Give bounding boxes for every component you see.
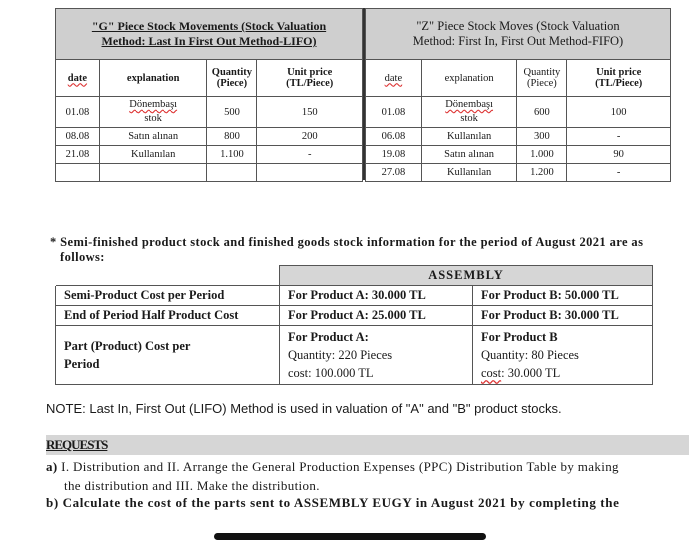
g-header-explanation: explanation <box>99 60 207 97</box>
table-row: Semi-Product Cost per Period For Product A: 30.000 TL For Product B: 50.000 TL <box>56 286 653 306</box>
table-row: 01.08 Dönembaşı stok 500 150 <box>56 97 363 128</box>
table-row: 19.08 Satın alınan 1.000 90 <box>366 146 671 164</box>
g-stock-table <box>55 8 363 182</box>
lifo-note: NOTE: Last In, First Out (LIFO) Method is used in valuation of "A" and "B" product stocks. <box>46 401 562 416</box>
request-b: b) Calculate the cost of the parts sent to ASSEMBLY EUGY in August 2021 by completing the <box>46 495 620 510</box>
g-table-title: "G" Piece Stock Movements (Stock Valuation Method: Last In First Out Method-LIFO) <box>56 9 363 60</box>
home-indicator[interactable] <box>214 533 486 540</box>
table-row: 27.08 Kullanılan 1.200 - <box>366 164 671 182</box>
g-header-date: date <box>56 60 100 97</box>
table-row: 01.08 Dönembaşı stok 600 100 <box>366 97 671 128</box>
z-table-title: "Z" Piece Stock Moves (Stock Valuation Method: First In, First Out Method-FIFO) <box>366 9 671 60</box>
z-stock-table <box>365 8 671 182</box>
table-row: Part (Product) Cost per Period For Product A: Quantity: 220 Pieces cost: 100.000 TL For Product B Quantity: 80 Pieces cost: 30.000 TL <box>56 326 653 385</box>
table-row <box>56 164 363 182</box>
requests-heading: REQUESTS <box>46 437 108 452</box>
table-row: 06.08 Kullanılan 300 - <box>366 128 671 146</box>
z-header-explanation: explanation <box>421 60 517 97</box>
assembly-header: ASSEMBLY <box>280 266 653 286</box>
g-header-quantity: Quantity (Piece) <box>207 60 257 97</box>
z-header-date: date <box>366 60 422 97</box>
table-row: 08.08 Satın alınan 800 200 <box>56 128 363 146</box>
z-header-unit-price: Unit price (TL/Piece) <box>567 60 671 97</box>
g-header-unit-price: Unit price (TL/Piece) <box>257 60 363 97</box>
table-row: 21.08 Kullanılan 1.100 - <box>56 146 363 164</box>
z-header-quantity: Quantity (Piece) <box>517 60 567 97</box>
request-a: a) I. Distribution and II. Arrange the General Production Expenses (PPC) Distribution Table by making the distribution and III. Make the distribution. <box>46 459 619 493</box>
requests-bar <box>46 435 689 455</box>
assembly-table <box>55 265 653 385</box>
semi-finished-note: * Semi-finished product stock and finished goods stock information for the period of August 2021 are as follows: <box>50 235 644 264</box>
table-row: End of Period Half Product Cost For Product A: 25.000 TL For Product B: 30.000 TL <box>56 306 653 326</box>
